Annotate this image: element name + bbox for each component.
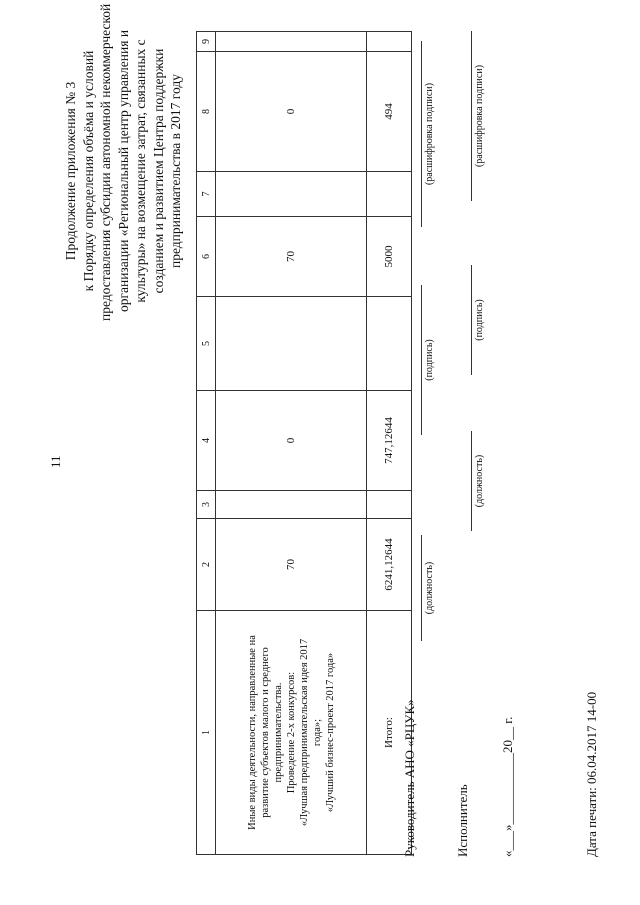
cell-col4: 0: [216, 391, 367, 491]
appendix-heading: [62, 3, 185, 321]
description-line: предпринимательства.: [272, 682, 284, 783]
cell-col8: 494: [367, 52, 412, 172]
executor-label: Исполнитель: [455, 784, 470, 857]
cell-col9: [367, 32, 412, 52]
column-number: 7: [197, 172, 216, 217]
column-number: 2: [197, 519, 216, 611]
position-caption: (должность): [424, 561, 435, 615]
cell-col7: [216, 172, 367, 217]
heading-line: созданием и развитием Центра поддержки: [150, 48, 166, 294]
column-number: 5: [197, 297, 216, 391]
heading-line: Продолжение приложения № 3: [63, 81, 78, 261]
table-header-row: [197, 32, 216, 855]
description-line: Иные виды деятельности, направленные на: [246, 635, 258, 830]
page-number: 11: [48, 455, 63, 468]
heading-line: к Порядку определения объёма и условий: [80, 50, 96, 292]
cell-col8: 0: [216, 52, 367, 172]
cell-col9: [216, 32, 367, 52]
description-line: «Лучшая предпринимательская идея 2017: [298, 638, 310, 827]
head-decoding-line: [421, 41, 422, 227]
table-row: [216, 32, 367, 855]
print-date: Дата печати: 06.04.2017 14-00: [584, 691, 599, 857]
column-number: 8: [197, 52, 216, 172]
cell-col6: 70: [216, 217, 367, 297]
activity-description: [216, 611, 367, 855]
description-line: Проведение 2-х конкурсов:: [285, 671, 297, 794]
date-line: «___»___________20__ г.: [500, 716, 515, 857]
decoding-caption: (расшифровка подписи): [474, 64, 485, 168]
description-line: развитие субъектов малого и среднего: [259, 647, 271, 818]
heading-line: предпринимательства в 2017 году: [168, 74, 183, 268]
cell-col2: 6241,12644: [367, 519, 412, 611]
signature-caption: (подпись): [424, 339, 435, 381]
executor-position-line: [471, 431, 472, 531]
column-number: 9: [197, 32, 216, 52]
cell-col3: [216, 491, 367, 519]
cell-col2: 70: [216, 519, 367, 611]
executor-signature-line: [471, 265, 472, 375]
cell-col5: [216, 297, 367, 391]
heading-line: предоставления субсидии автономной некоммерческой: [98, 3, 113, 321]
cell-col3: [367, 491, 412, 519]
position-caption: (должность): [474, 454, 485, 508]
executor-decoding-line: [471, 31, 472, 201]
column-number: 4: [197, 391, 216, 491]
cell-col7: [367, 172, 412, 217]
heading-line: культуры» на возмещение затрат, связанных с: [133, 39, 148, 303]
cell-col6: 5000: [367, 217, 412, 297]
description-line: «Лучший бизнес-проект 2017 года»: [324, 652, 336, 813]
head-label: Руководитель АНО «РЦУК»: [402, 699, 417, 857]
column-number: 6: [197, 217, 216, 297]
column-number: 3: [197, 491, 216, 519]
heading-line: организации «Региональный центр управления и: [115, 29, 131, 313]
description-line: года»;: [311, 718, 323, 747]
head-position-line: [421, 535, 422, 641]
expenses-table: [196, 31, 412, 855]
decoding-caption: (расшифровка подписи): [424, 82, 435, 186]
signature-caption: (подпись): [474, 299, 485, 341]
head-signature-line: [421, 285, 422, 435]
cell-col5: [367, 297, 412, 391]
column-number: 1: [197, 611, 216, 855]
total-label: Итого:: [367, 611, 412, 855]
cell-col4: 747,12644: [367, 391, 412, 491]
